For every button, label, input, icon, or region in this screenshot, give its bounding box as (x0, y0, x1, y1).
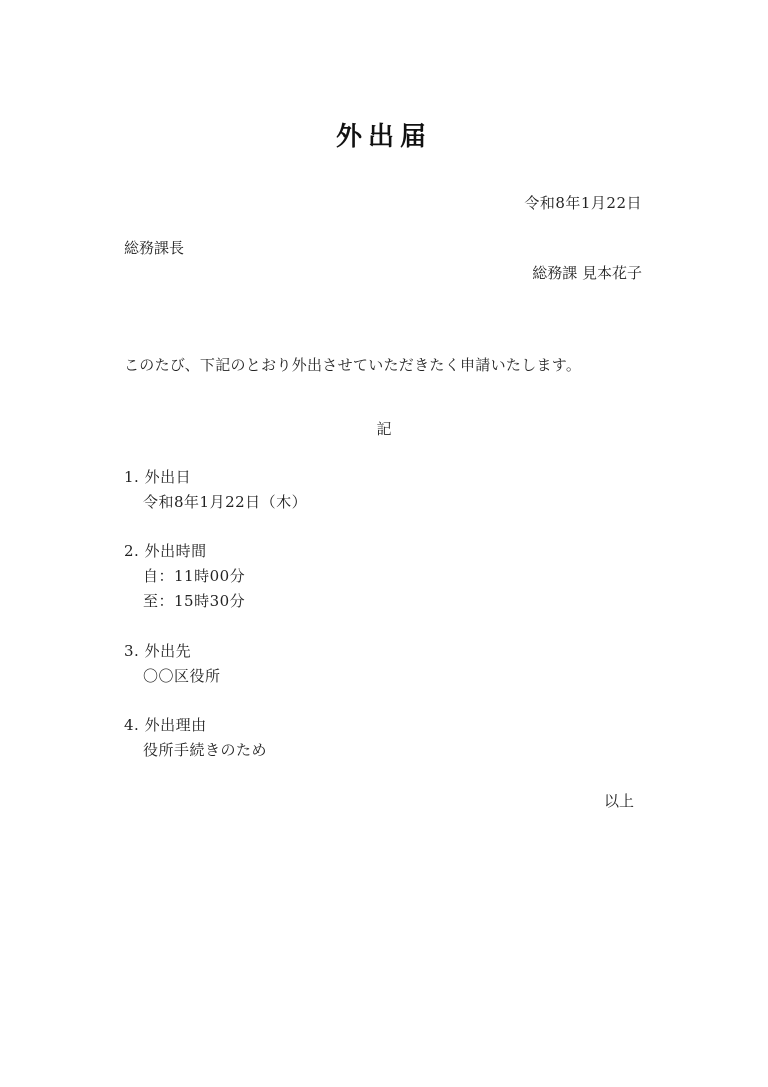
item-outing-time (124, 539, 245, 614)
addressee: 総務課長 (124, 239, 185, 257)
request-statement: このたび、下記のとおり外出させていただきたく申請いたします。 (124, 356, 582, 374)
item-value-to: 至：15時30分 (143, 592, 246, 610)
document-title: 外出届 (335, 122, 432, 152)
item-heading: 3. 外出先 (124, 642, 192, 660)
item-value: 〇〇区役所 (143, 667, 221, 685)
item-destination (124, 639, 221, 689)
ki-heading: 記 (376, 420, 392, 438)
item-value-from: 自：11時00分 (143, 567, 246, 585)
sender: 総務課 見本花子 (532, 264, 642, 282)
item-heading: 2. 外出時間 (124, 542, 207, 560)
item-heading: 4. 外出理由 (124, 716, 207, 734)
item-value: 役所手続きのため (143, 741, 268, 759)
document-date: 令和8年1月22日 (524, 194, 642, 212)
item-reason (124, 713, 267, 763)
item-value: 令和8年1月22日（木） (143, 493, 308, 511)
item-outing-date (124, 465, 307, 515)
item-heading: 1. 外出日 (124, 468, 192, 486)
closing-ijou: 以上 (603, 792, 634, 810)
